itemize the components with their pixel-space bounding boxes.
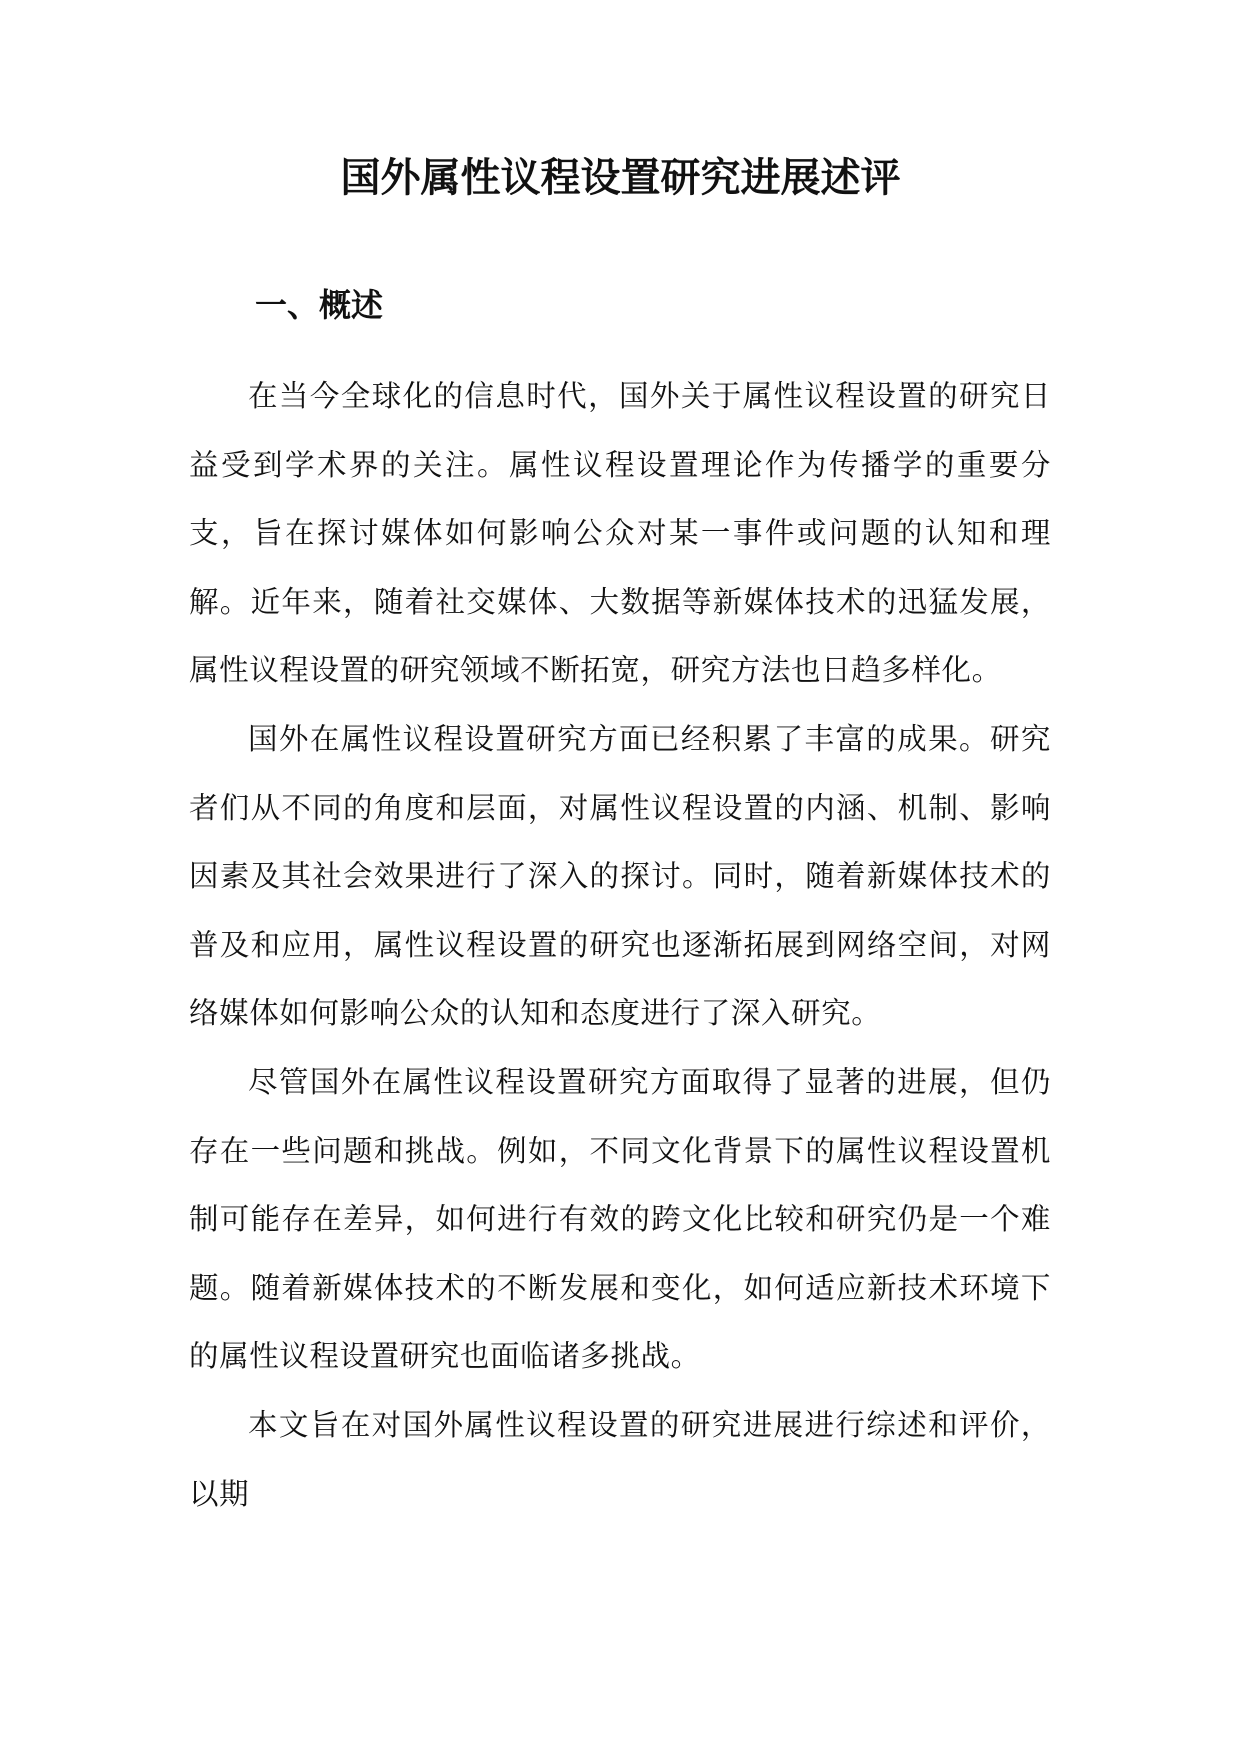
paragraph: 在当今全球化的信息时代，国外关于属性议程设置的研究日益受到学术界的关注。属性议程设置理论作为传播学的重要分支，旨在探讨媒体如何影响公众对某一事件或问题的认知和理解。近年来，随着社交媒体、大数据等新媒体技术的迅猛发展，属性议程设置的研究领域不断拓宽，研究方法也日趋多样化。 <box>189 379 1051 688</box>
paragraph: 本文旨在对国外属性议程设置的研究进展进行综述和评价，以期 <box>189 1407 1051 1511</box>
section-body <box>189 362 1051 1528</box>
paragraph: 尽管国外在属性议程设置研究方面取得了显著的进展，但仍存在一些问题和挑战。例如，不同文化背景下的属性议程设置机制可能存在差异，如何进行有效的跨文化比较和研究仍是一个难题。随着新媒体技术的不断发展和变化，如何适应新技术环境下的属性议程设置研究也面临诸多挑战。 <box>189 1064 1051 1374</box>
paragraph: 国外在属性议程设置研究方面已经积累了丰富的成果。研究者们从不同的角度和层面，对属性议程设置的内涵、机制、影响因素及其社会效果进行了深入的探讨。同时，随着新媒体技术的普及和应用，属性议程设置的研究也逐渐拓展到网络空间，对网络媒体如何影响公众的认知和态度进行了深入研究。 <box>189 721 1051 1031</box>
section-heading: 一、概述 <box>255 286 384 324</box>
document-title: 国外属性议程设置研究进展述评 <box>340 154 901 201</box>
